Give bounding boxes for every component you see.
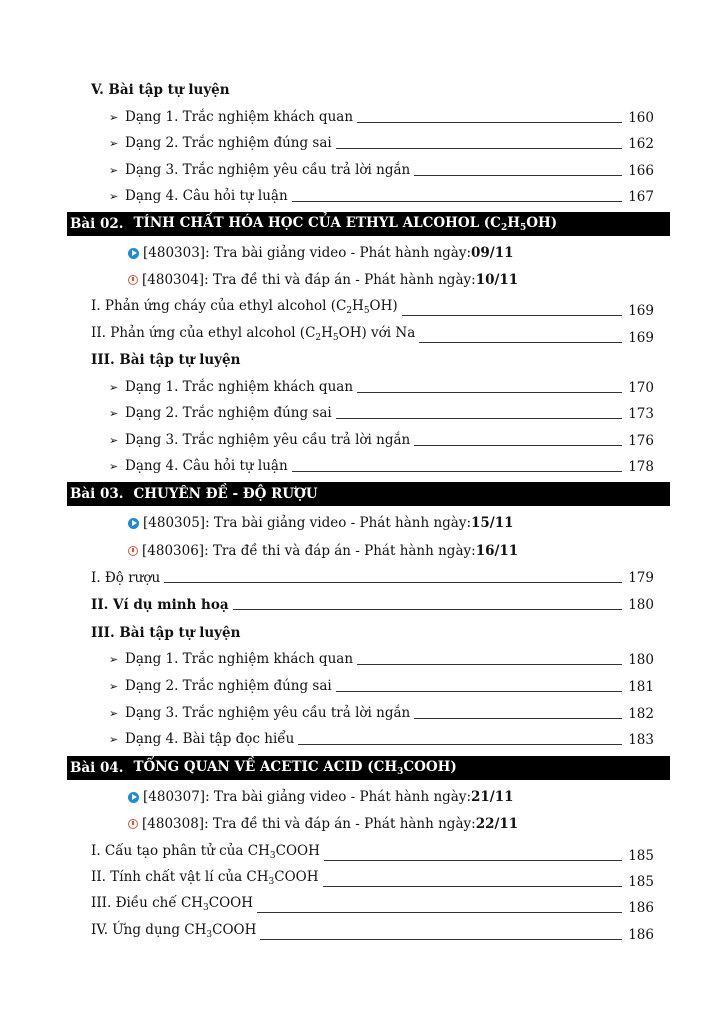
- leader-line: [419, 342, 622, 343]
- page-number: 180: [628, 652, 654, 668]
- page-number: 182: [628, 706, 654, 722]
- section-heading: III. Bài tập tự luyện: [91, 352, 241, 368]
- page-number: 186: [628, 927, 654, 943]
- lesson-title: TỔNG QUAN VỀ ACETIC ACID $(CH_3COOH)$: [133, 759, 457, 777]
- toc-entry[interactable]: [91, 894, 654, 917]
- page-number: 176: [628, 433, 654, 449]
- arrow-bullet-icon: ➢: [109, 707, 119, 720]
- toc-entry[interactable]: [91, 921, 654, 944]
- toc-entry-label: Dạng 4. Câu hỏi tự luận: [125, 188, 288, 204]
- leader-line: [323, 886, 623, 887]
- section-heading: V. Bài tập tự luyện: [91, 82, 230, 98]
- leader-line: [414, 445, 622, 446]
- toc-entry-label: I. Độ rượu: [91, 570, 161, 586]
- page-number: 169: [628, 303, 654, 319]
- exam-link[interactable]: [480304]: Tra đề thi và đáp án - Phát hành ngày: 10/11: [128, 271, 518, 289]
- leader-line: [357, 392, 622, 393]
- arrow-bullet-icon: ➢: [109, 407, 119, 420]
- toc-entry-label: IV. Ứng dụng $CH_3COOH$: [91, 922, 257, 940]
- play-icon: [128, 792, 139, 803]
- exam-link[interactable]: [480306]: Tra đề thi và đáp án - Phát hành ngày: 16/11: [128, 542, 518, 560]
- arrow-bullet-icon: ➢: [109, 190, 119, 203]
- page-number: 167: [628, 189, 654, 205]
- toc-entry[interactable]: [109, 704, 654, 723]
- toc-entry-label: II. Tính chất vật lí của $CH_3COOH$: [91, 869, 319, 887]
- exam-link[interactable]: [480308]: Tra đề thi và đáp án - Phát hành ngày: 22/11: [128, 815, 518, 833]
- toc-entry[interactable]: [91, 868, 654, 891]
- page-number: 160: [628, 110, 654, 126]
- lesson-title-bar[interactable]: [67, 756, 670, 780]
- toc-entry-label: I. Cấu tạo phân tử của $CH_3COOH$: [91, 843, 320, 861]
- toc-entry-label: Dạng 2. Trắc nghiệm đúng sai: [125, 135, 332, 151]
- arrow-bullet-icon: ➢: [109, 111, 119, 124]
- page-number: 185: [628, 874, 654, 890]
- toc-entry[interactable]: [109, 134, 654, 153]
- toc-entry[interactable]: [109, 404, 654, 423]
- toc-entry[interactable]: [109, 108, 654, 127]
- leader-line: [336, 148, 622, 149]
- toc-entry-label: Dạng 4. Câu hỏi tự luận: [125, 458, 288, 474]
- arrow-bullet-icon: ➢: [109, 733, 119, 746]
- page-number: 169: [628, 330, 654, 346]
- page-number: 179: [628, 570, 654, 586]
- video-link[interactable]: [480305]: Tra bài giảng video - Phát hành ngày: 15/11: [128, 514, 514, 532]
- play-icon: [128, 518, 139, 529]
- leader-line: [324, 860, 622, 861]
- page-number: 181: [628, 679, 654, 695]
- leader-line: [402, 315, 622, 316]
- arrow-bullet-icon: ➢: [109, 434, 119, 447]
- leader-line: [233, 609, 622, 610]
- toc-entry[interactable]: [109, 161, 654, 180]
- arrow-bullet-icon: ➢: [109, 460, 119, 473]
- clock-icon: [128, 546, 138, 556]
- page-number: 180: [628, 597, 654, 613]
- arrow-bullet-icon: ➢: [109, 381, 119, 394]
- toc-entry-label: I. Phản ứng cháy của ethyl alcohol $(C_2H_5OH)$: [91, 298, 398, 316]
- toc-entry[interactable]: [91, 297, 654, 320]
- toc-entry-label: III. Điều chế $CH_3COOH$: [91, 895, 254, 913]
- page-number: 162: [628, 136, 654, 152]
- toc-entry-label: Dạng 1. Trắc nghiệm khách quan: [125, 651, 354, 667]
- page-number: 170: [628, 380, 654, 396]
- lesson-number: Bài 03.: [70, 486, 124, 502]
- toc-entry[interactable]: [109, 677, 654, 696]
- lesson-number: Bài 02.: [70, 216, 124, 232]
- toc-entry-label: Dạng 3. Trắc nghiệm yêu cầu trả lời ngắn: [125, 705, 411, 721]
- arrow-bullet-icon: ➢: [109, 680, 119, 693]
- toc-entry-label: II. Phản ứng của ethyl alcohol $(C_2H_5OH)$ với Na: [91, 325, 416, 343]
- leader-line: [336, 418, 622, 419]
- play-icon: [128, 248, 139, 259]
- leader-line: [260, 939, 622, 940]
- toc-entry-label: Dạng 2. Trắc nghiệm đúng sai: [125, 405, 332, 421]
- toc-entry-label: Dạng 3. Trắc nghiệm yêu cầu trả lời ngắn: [125, 162, 411, 178]
- toc-entry[interactable]: [109, 730, 654, 749]
- leader-line: [414, 175, 622, 176]
- toc-entry[interactable]: [109, 378, 654, 397]
- leader-line: [164, 582, 622, 583]
- leader-line: [414, 718, 622, 719]
- lesson-title-bar[interactable]: [67, 212, 670, 236]
- toc-entry[interactable]: [91, 569, 654, 587]
- page-number: 166: [628, 163, 654, 179]
- leader-line: [292, 201, 622, 202]
- page-number: 173: [628, 406, 654, 422]
- toc-entry[interactable]: [91, 842, 654, 865]
- leader-line: [257, 912, 622, 913]
- toc-entry-label: Dạng 1. Trắc nghiệm khách quan: [125, 379, 354, 395]
- toc-entry-label: Dạng 3. Trắc nghiệm yêu cầu trả lời ngắn: [125, 432, 411, 448]
- page-number: 185: [628, 848, 654, 864]
- toc-entry[interactable]: [109, 457, 654, 476]
- page-number: 186: [628, 900, 654, 916]
- leader-line: [357, 664, 622, 665]
- toc-entry-label: Dạng 1. Trắc nghiệm khách quan: [125, 109, 354, 125]
- arrow-bullet-icon: ➢: [109, 653, 119, 666]
- section-heading: III. Bài tập tự luyện: [91, 625, 241, 641]
- arrow-bullet-icon: ➢: [109, 164, 119, 177]
- toc-entry-label: Dạng 2. Trắc nghiệm đúng sai: [125, 678, 332, 694]
- toc-entry[interactable]: [91, 596, 654, 614]
- lesson-number: Bài 04.: [70, 760, 124, 776]
- toc-entry[interactable]: [91, 324, 654, 347]
- leader-line: [336, 691, 622, 692]
- arrow-bullet-icon: ➢: [109, 137, 119, 150]
- toc-entry[interactable]: [109, 187, 654, 206]
- lesson-title: TÍNH CHẤT HÓA HỌC CỦA ETHYL ALCOHOL $(C_2H_5OH)$: [133, 215, 558, 233]
- toc-entry[interactable]: [109, 650, 654, 669]
- page-number: 183: [628, 732, 654, 748]
- toc-entry-label: II. Ví dụ minh hoạ: [91, 597, 229, 613]
- clock-icon: [128, 819, 138, 829]
- leader-line: [357, 122, 622, 123]
- page-number: 178: [628, 459, 654, 475]
- video-link[interactable]: [480303]: Tra bài giảng video - Phát hành ngày: 09/11: [128, 244, 514, 262]
- clock-icon: [128, 275, 138, 285]
- video-link[interactable]: [480307]: Tra bài giảng video - Phát hành ngày: 21/11: [128, 788, 514, 806]
- toc-entry-label: Dạng 4. Bài tập đọc hiểu: [125, 731, 295, 747]
- lesson-title-bar[interactable]: [67, 482, 670, 506]
- leader-line: [298, 744, 622, 745]
- leader-line: [292, 471, 622, 472]
- lesson-title: CHUYÊN ĐỀ - ĐỘ RƯỢU: [133, 486, 318, 502]
- toc-entry[interactable]: [109, 431, 654, 450]
